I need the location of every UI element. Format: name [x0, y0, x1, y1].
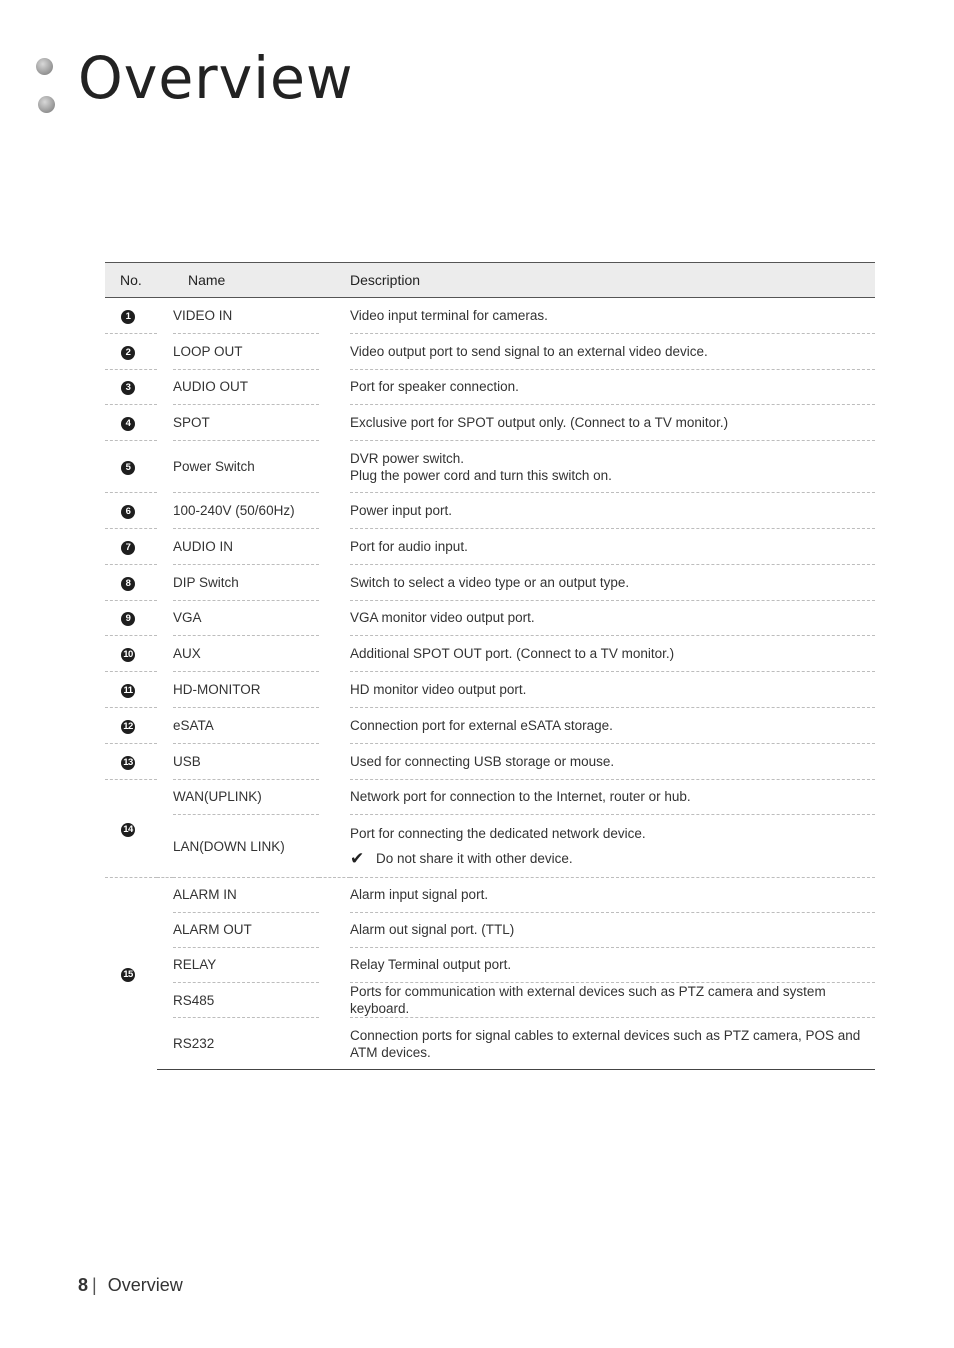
- name-text: HD-MONITOR: [173, 682, 261, 698]
- row-name: [173, 333, 319, 369]
- table-row: [105, 743, 875, 779]
- description-text: Used for connecting USB storage or mouse.: [350, 753, 615, 769]
- row-name: [173, 298, 319, 334]
- row-description: [350, 815, 875, 878]
- number-badge: 10: [121, 648, 135, 662]
- table-row: [105, 947, 875, 982]
- table-row: [105, 405, 875, 441]
- table-row: [105, 707, 875, 743]
- table-row: [105, 636, 875, 672]
- note: [350, 850, 875, 867]
- name-text: Power Switch: [173, 459, 255, 475]
- table-row: [105, 912, 875, 947]
- number-badge: 9: [121, 612, 135, 626]
- table-row: [105, 779, 875, 815]
- row-number: [105, 707, 157, 743]
- row-description: [350, 528, 875, 564]
- description-text: Network port for connection to the Internet, router or hub.: [350, 789, 691, 805]
- description-text: Video output port to send signal to an external video device.: [350, 343, 708, 359]
- number-badge: 2: [121, 346, 135, 360]
- row-number: [105, 672, 157, 708]
- table-row: [105, 672, 875, 708]
- name-text: VGA: [173, 610, 202, 626]
- gray-dot-icon: [36, 58, 53, 75]
- row-description: [350, 672, 875, 708]
- row-name: [173, 564, 319, 600]
- row-description: [350, 405, 875, 441]
- name-text: AUX: [173, 646, 201, 662]
- row-number: [105, 636, 157, 672]
- footer-separator: |: [92, 1275, 97, 1295]
- name-text: USB: [173, 753, 201, 769]
- row-description: [350, 441, 875, 493]
- checkmark-icon: ✔: [350, 849, 365, 869]
- row-name: [173, 877, 319, 912]
- row-name: [173, 493, 319, 529]
- table-row: [105, 564, 875, 600]
- description-text: Connection ports for signal cables to external devices such as PTZ camera, POS and ATM devices.: [350, 1027, 861, 1060]
- number-badge: 3: [121, 381, 135, 395]
- row-number: [105, 600, 157, 636]
- header-no: No.: [105, 263, 157, 298]
- number-badge: 4: [121, 417, 135, 431]
- footer-section: Overview: [107, 1275, 183, 1295]
- row-name: [173, 1018, 319, 1070]
- description-text: Additional SPOT OUT port. (Connect to a TV monitor.): [350, 646, 675, 662]
- description-text: Exclusive port for SPOT output only. (Connect to a TV monitor.): [350, 415, 729, 431]
- number-badge: 12: [121, 720, 135, 734]
- name-text: eSATA: [173, 717, 214, 733]
- row-name: [173, 779, 319, 815]
- row-number: [105, 441, 157, 493]
- row-name: [173, 528, 319, 564]
- row-name: [173, 600, 319, 636]
- row-number: [105, 743, 157, 779]
- row-description: [350, 912, 875, 947]
- description-text: Relay Terminal output port.: [350, 957, 512, 973]
- number-badge: 11: [121, 684, 135, 698]
- table-row: [105, 493, 875, 529]
- row-name: [173, 912, 319, 947]
- number-badge: 6: [121, 505, 135, 519]
- row-name: [173, 815, 319, 878]
- name-text: AUDIO IN: [173, 538, 234, 554]
- row-number: [105, 298, 157, 334]
- row-description: [350, 1018, 875, 1070]
- description-text: Port for connecting the dedicated network device.: [350, 826, 646, 842]
- row-name: [173, 672, 319, 708]
- table-row: [105, 982, 875, 1018]
- name-text: 100-240V (50/60Hz): [173, 503, 295, 519]
- row-description: [350, 877, 875, 912]
- table-row: [105, 600, 875, 636]
- description-text: Port for audio input.: [350, 538, 468, 554]
- description-text: Plug the power cord and turn this switch on.: [350, 467, 612, 483]
- description-text: Power input port.: [350, 503, 453, 519]
- row-name: [173, 636, 319, 672]
- number-badge: 7: [121, 541, 135, 555]
- row-description: [350, 333, 875, 369]
- gray-dot-icon: [38, 96, 55, 113]
- row-name: [173, 405, 319, 441]
- name-text: VIDEO IN: [173, 307, 233, 323]
- row-number: [105, 493, 157, 529]
- row-description: [350, 298, 875, 334]
- row-number: [105, 877, 157, 1069]
- number-badge: 1: [121, 310, 135, 324]
- table-row: [105, 333, 875, 369]
- header-name: Name: [173, 263, 319, 298]
- row-description: [350, 743, 875, 779]
- table-row: [105, 528, 875, 564]
- row-name: [173, 947, 319, 982]
- number-badge: 13: [121, 756, 135, 770]
- rear-panel-table: [105, 262, 875, 1070]
- row-number: [105, 405, 157, 441]
- description-text: VGA monitor video output port.: [350, 610, 535, 626]
- row-description: [350, 636, 875, 672]
- number-badge: 5: [121, 461, 135, 475]
- name-text: AUDIO OUT: [173, 379, 249, 395]
- table-row: [105, 877, 875, 912]
- number-badge: 8: [121, 577, 135, 591]
- number-badge: 15: [121, 968, 135, 982]
- row-description: [350, 369, 875, 405]
- page-title: Overview: [78, 44, 354, 112]
- name-text: RS232: [173, 1036, 215, 1052]
- description-text: Ports for communication with external devices such as PTZ camera and system keyboard.: [350, 984, 826, 1017]
- table-row: [105, 298, 875, 334]
- row-number: [105, 564, 157, 600]
- name-text: RELAY: [173, 957, 217, 973]
- row-description: [350, 493, 875, 529]
- row-number: [105, 369, 157, 405]
- page-footer: [78, 1275, 183, 1296]
- row-name: [173, 707, 319, 743]
- row-number: [105, 528, 157, 564]
- name-text: WAN(UPLINK): [173, 789, 262, 805]
- name-text: ALARM OUT: [173, 922, 252, 938]
- row-description: [350, 779, 875, 815]
- row-description: [350, 707, 875, 743]
- table-row: [105, 441, 875, 493]
- row-name: [173, 982, 319, 1018]
- table-row: [105, 815, 875, 878]
- name-text: ALARM IN: [173, 887, 237, 903]
- row-number: [105, 779, 157, 877]
- row-description: [350, 564, 875, 600]
- description-text: Alarm input signal port.: [350, 887, 489, 903]
- header-description: Description: [350, 263, 875, 298]
- description-text: DVR power switch.: [350, 450, 465, 466]
- table-header-row: [105, 263, 875, 298]
- table-row: [105, 1018, 875, 1070]
- name-text: RS485: [173, 992, 215, 1008]
- description-text: Port for speaker connection.: [350, 379, 519, 395]
- description-text: Alarm out signal port. (TTL): [350, 922, 515, 938]
- description-text: Video input terminal for cameras.: [350, 307, 548, 323]
- name-text: DIP Switch: [173, 574, 239, 590]
- table-body: [105, 298, 875, 1070]
- name-text: LAN(DOWN LINK): [173, 838, 285, 854]
- row-description: [350, 600, 875, 636]
- description-text: Connection port for external eSATA storage.: [350, 717, 613, 733]
- name-text: LOOP OUT: [173, 343, 243, 359]
- description-text: HD monitor video output port.: [350, 682, 527, 698]
- table-row: [105, 369, 875, 405]
- name-text: SPOT: [173, 415, 210, 431]
- row-name: [173, 743, 319, 779]
- row-description: [350, 982, 875, 1018]
- description-text: Switch to select a video type or an output type.: [350, 574, 630, 590]
- row-name: [173, 441, 319, 493]
- row-name: [173, 369, 319, 405]
- number-badge: 14: [121, 823, 135, 837]
- note-text: Do not share it with other device.: [376, 851, 573, 867]
- row-number: [105, 333, 157, 369]
- row-description: [350, 947, 875, 982]
- page-number: 8: [78, 1275, 89, 1295]
